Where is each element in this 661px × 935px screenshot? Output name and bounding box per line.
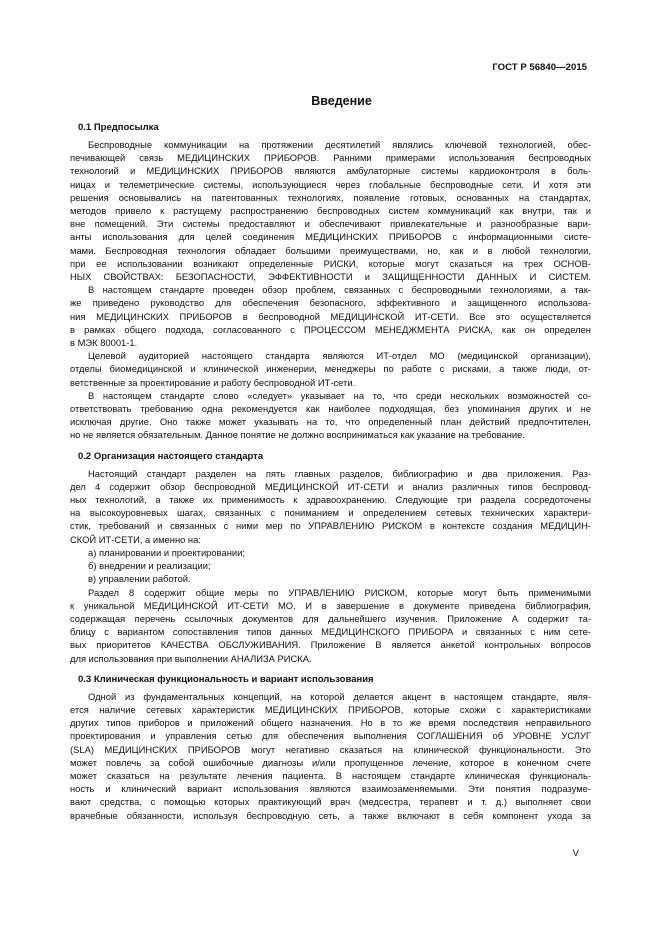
section-heading: 0.1 Предпосылка xyxy=(78,122,159,133)
text-line: при ее использовании возникают определенные РИСКИ, которые могут сказаться на трех ОСНОВ- xyxy=(70,257,591,269)
text-line: В настоящем стандарте проведен обзор проблем, связанных с беспроводными технологиями, а так- xyxy=(88,284,591,296)
text-line: а) планировании и проектировании; xyxy=(88,546,245,558)
paragraph xyxy=(70,389,591,442)
text-line: для использования при выполнении АНАЛИЗА РИСКА. xyxy=(70,652,312,664)
page-title: Введение xyxy=(311,94,372,108)
text-line: (SLA) МЕДИЦИНСКИХ ПРИБОРОВ могут негативно сказаться на клинической функциональности. Это xyxy=(70,743,591,755)
paragraph xyxy=(70,349,591,389)
text-line: ется наличие сетевых характеристик МЕДИЦИНСКИХ ПРИБОРОВ, которые схожи с характеристиками xyxy=(70,703,591,715)
text-line: Целевой аудиторией настоящего стандарта являются ИТ-отдел МО (медицинской организации), xyxy=(88,350,591,362)
standard-code: ГОСТ Р 56840—2015 xyxy=(492,62,587,73)
text-line: Беспроводные коммуникации на протяжении десятилетий являлись ключевой технологией, обес- xyxy=(88,139,591,150)
text-line: дел 4 содержит обзор беспроводной МЕДИЦИНСКОЙ ИТ-СЕТИ и анализ различных типов беспровод- xyxy=(70,480,591,492)
text-line: в МЭК 80001-1. xyxy=(70,337,138,349)
section-heading: 0.2 Организация настоящего стандарта xyxy=(78,450,264,462)
paragraph xyxy=(70,138,591,349)
text-line: блицу с вариантом сопоставления типов данных МЕДИЦИНСКОГО ПРИБОРА и связанных с ним сете- xyxy=(70,626,591,638)
text-line: врачебные обязанности, используя беспроводную сеть, а также включают в себя компонент ухода за xyxy=(70,809,591,821)
page-number: V xyxy=(572,848,579,859)
paragraph xyxy=(70,586,591,665)
text-line: вают средства, с помощью которых практикующий врач (медсестра, терапевт и т. д.) выполняет свои xyxy=(70,796,591,808)
text-line: Одной из фундаментальных концепций, на которой делается акцент в настоящем стандарте, явля- xyxy=(88,690,591,702)
text-line: решения основывались на патентованных технологиях, появление готовых, основанных на стандартах, xyxy=(70,191,591,203)
text-line: исключая другие. Оно также может указывать на то, что определенный план действий предпочтителен, xyxy=(70,416,591,428)
text-line: ницах и телеметрические системы, использующиеся через глобальные беспроводные сети. И хотя эти xyxy=(70,178,591,190)
text-line: других типов приборов и приложений общего назначения. Но в то же время последствия неправильного xyxy=(70,717,591,729)
text-line: в рамках общего подхода, согласованного с ПРОЦЕССОМ МЕНЕДЖМЕНТА РИСКА, как он определен xyxy=(70,323,591,335)
text-line: технологий и МЕДИЦИНСКИХ ПРИБОРОВ являются амбулаторные системы кардиоконтроля в боль- xyxy=(70,165,591,177)
paragraph xyxy=(70,690,591,822)
section-heading: 0.3 Клиническая функциональность и вариант использования xyxy=(78,673,374,685)
text-line: стик, требований и связанных с ними мер по УПРАВЛЕНИЮ РИСКОМ в контексте создания МЕДИЦИН- xyxy=(70,520,591,532)
text-line: печивающей связь МЕДИЦИНСКИХ ПРИБОРОВ. Ранними примерами использования беспроводных xyxy=(70,152,591,164)
text-line: ния МЕДИЦИНСКИХ ПРИБОРОВ в беспроводной МЕДИЦИНСКОЙ ИТ-СЕТИ. Все это осуществляется xyxy=(70,310,591,322)
page-content xyxy=(70,94,591,822)
text-line: содержащая перечень ссылочных документов для дальнейшего изучения. Приложение А содержит та- xyxy=(70,612,591,624)
text-line: Настоящий стандарт разделен на пять главных разделов, библиографию и два приложения. Раз- xyxy=(88,467,591,479)
text-line: ветственные за проектирование и работу беспроводной ИТ-сети. xyxy=(70,376,356,388)
text-line: б) внедрении и реализации; xyxy=(88,560,211,572)
paragraph xyxy=(70,467,591,546)
text-line: НЫХ СВОЙСТВАХ: БЕЗОПАСНОСТИ, ЭФФЕКТИВНОСТИ и ЗАЩИЩЕННОСТИ ДАННЫХ И СИСТЕМ. xyxy=(70,271,591,283)
text-line: же приведено руководство для обеспечения безопасного, эффективного и защищенного использова- xyxy=(70,297,591,309)
text-line: ответствовать требованию одна рекомендуется как наиболее подходящая, без упоминания других и не xyxy=(70,403,591,415)
list-item xyxy=(70,546,591,559)
text-line: методов привело к растущему распространению беспроводных систем коммуникаций как внутри, так и xyxy=(70,205,591,217)
text-line: на высокоуровневых шагах, связанных с пониманием и определением сетевых технических характери- xyxy=(70,507,591,519)
text-line: проектирования и управления сетью для обеспечения выполнения СОГЛАШЕНИЯ об УРОВНЕ УСЛУГ xyxy=(70,730,591,742)
text-line: отделы биомедицинской и клинической инженерии, менеджеры по работе с рисками, а также люди, от- xyxy=(70,363,591,375)
list-item xyxy=(70,572,591,585)
text-line: может повлечь за собой ошибочные диагнозы и/или пропущенное лечение, которое в конечном счете xyxy=(70,756,591,768)
text-line: анты использования для целей соединения МЕДИЦИНСКИХ ПРИБОРОВ с информационными систе- xyxy=(70,231,591,243)
text-line: вых приоритетов КАЧЕСТВА ОБСЛУЖИВАНИЯ. Приложение В является анкетой контрольных вопросов xyxy=(70,639,591,651)
text-line: СКОЙ ИТ-СЕТИ, а именно на: xyxy=(70,533,201,545)
text-line: в) управлении работой. xyxy=(88,573,191,585)
text-line: мами. Беспроводная технология обладает большими преимуществами, но, как и в любой технологии, xyxy=(70,244,591,256)
text-line: вне помещений. Эти системы предоставляют и обеспечивают привлекательные и разнообразные вари- xyxy=(70,218,591,230)
text-line: ных технологий, а также их применимость к здравоохранению. Следующие три раздела сосредоточены xyxy=(70,494,591,506)
text-line: ность и клинический вариант использования являются взаимозаменяемыми. Эти понятия подразуме- xyxy=(70,783,591,795)
text-line: к уникальной МЕДИЦИНСКОЙ ИТ-СЕТИ МО. И в завершение в документе приведена библиография, xyxy=(70,599,591,611)
text-line: но не является обязательным. Данное понятие не должно восприниматься как указание на требование. xyxy=(70,429,525,441)
text-line: Раздел 8 содержит общие меры по УПРАВЛЕНИЮ РИСКОМ, которые могут быть применимыми xyxy=(88,586,591,598)
text-line: может сказаться на результате лечения пациента. В настоящем стандарте клиническая функциональ- xyxy=(70,769,591,781)
text-line: В настоящем стандарте слово «следует» указывает на то, что среди нескольких возможностей со- xyxy=(88,389,591,401)
list-item xyxy=(70,559,591,572)
